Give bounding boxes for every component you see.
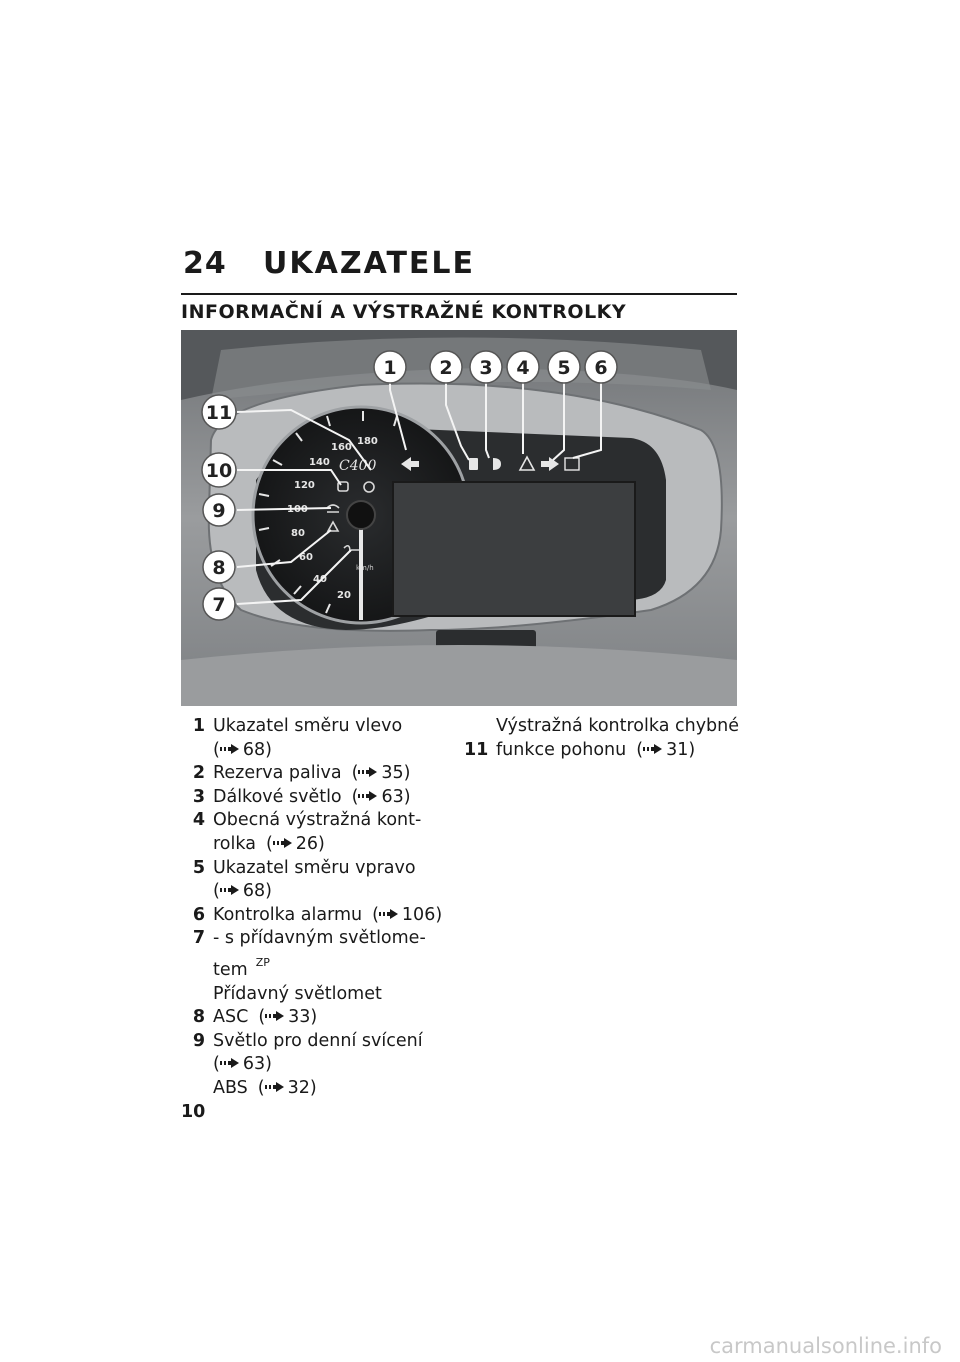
legend-item — [181, 1006, 451, 1030]
legend-item — [181, 715, 451, 762]
page-reference[interactable]: ( 68) — [213, 881, 272, 902]
page-ref-arrow-icon — [358, 789, 378, 803]
needle-hub — [347, 501, 375, 529]
callout-label: 6 — [594, 357, 608, 379]
legend-text-cont: tem — [213, 959, 248, 980]
legend-item — [464, 739, 744, 763]
tick-label: 120 — [294, 480, 315, 491]
page-reference[interactable]: ( 26) — [265, 833, 325, 854]
legend-text — [213, 1101, 451, 1125]
legend-number: 1 — [192, 716, 205, 736]
model-logo: C400 — [339, 458, 377, 474]
legend-text: Rezerva paliva — [213, 763, 342, 784]
legend-item — [181, 927, 451, 1006]
callout-label: 11 — [205, 402, 233, 424]
page-ref-number: 106) — [401, 904, 443, 925]
legend-text: Ukazatel směru vlevo — [213, 716, 403, 736]
option-superscript: ZP — [255, 955, 270, 969]
page-ref-number: 68) — [242, 881, 272, 902]
legend-text: Ukazatel směru vpravo — [213, 857, 416, 878]
callout-label: 1 — [383, 357, 397, 379]
header-rule — [181, 293, 737, 295]
legend-text-sub: Přídavný světlomet — [213, 983, 382, 1004]
page-ref-number: 35) — [381, 763, 411, 784]
callout-label: 10 — [205, 460, 233, 482]
tick-label: 80 — [291, 528, 305, 539]
legend-number: 11 — [464, 739, 489, 760]
callout-label: 9 — [212, 500, 226, 522]
page-ref-arrow-icon — [220, 742, 240, 756]
tick-label: 60 — [299, 552, 313, 563]
page-ref-arrow-icon — [265, 1080, 285, 1094]
page-ref-number: 63) — [242, 1054, 272, 1075]
legend-item — [181, 762, 451, 786]
page-number: 24 — [183, 246, 227, 281]
section-heading: INFORMAČNÍ A VÝSTRAŽNÉ KONTROLKY — [181, 301, 627, 323]
tick-label: 160 — [331, 442, 352, 453]
callout-label: 5 — [557, 357, 571, 379]
legend-item — [181, 1030, 451, 1077]
tick-label: 20 — [337, 590, 351, 601]
legend-item — [181, 1101, 451, 1125]
page-ref-arrow-icon — [273, 836, 293, 850]
legend-number: 8 — [192, 1007, 205, 1028]
legend-text: Kontrolka alarmu — [213, 904, 363, 925]
page-ref-number: 68) — [242, 739, 272, 760]
callout-label: 2 — [439, 357, 453, 379]
instrument-cluster-figure — [181, 330, 737, 706]
callout-label: 3 — [479, 357, 493, 379]
legend-number: 3 — [192, 786, 205, 807]
legend-number: 7 — [192, 928, 205, 949]
page-ref-number: 32) — [287, 1077, 317, 1098]
legend-text: Dálkové světlo — [213, 786, 342, 807]
legend-left — [181, 715, 451, 1124]
legend-item — [181, 1077, 451, 1101]
tick-label: 100 — [287, 504, 308, 515]
legend-text: Světlo pro denní svícení — [213, 1030, 423, 1051]
page-ref-number: 31) — [666, 739, 696, 760]
tft-display — [393, 482, 635, 616]
legend-text: Obecná výstražná kont- — [213, 810, 422, 831]
watermark: carmanualsonline.info — [709, 1334, 942, 1358]
chapter-title: UKAZATELE — [263, 246, 476, 281]
page-reference[interactable]: ( 106) — [372, 904, 443, 925]
legend-number: 2 — [192, 763, 205, 784]
legend-number: 4 — [192, 810, 205, 831]
callout-label: 8 — [212, 557, 226, 579]
page-reference[interactable]: ( 31) — [636, 739, 696, 760]
page-ref-arrow-icon — [643, 742, 663, 756]
page-reference[interactable]: ( 35) — [351, 763, 411, 784]
legend-text: - s přídavným světlome- — [213, 928, 426, 949]
legend-item — [181, 857, 451, 904]
legend-item — [464, 715, 744, 739]
page-reference[interactable]: ( 33) — [258, 1007, 318, 1028]
page-reference[interactable]: ( 68) — [213, 739, 272, 760]
callout-label: 7 — [212, 594, 226, 616]
legend-number — [464, 715, 496, 739]
legend-text: ASC — [213, 1007, 249, 1028]
legend-number: 9 — [192, 1030, 205, 1051]
legend-item — [181, 809, 451, 856]
legend-right — [464, 715, 744, 762]
legend-number: 10 — [181, 1101, 206, 1122]
legend-text: funkce pohonu — [496, 739, 627, 760]
page-ref-number: 63) — [381, 786, 411, 807]
page-ref-number: 26) — [295, 833, 325, 854]
tick-label: 180 — [357, 436, 378, 447]
legend-text: Výstražná kontrolka chybné — [496, 716, 740, 736]
page-ref-arrow-icon — [265, 1009, 285, 1023]
tick-label: 40 — [313, 574, 327, 585]
page-ref-number: 33) — [288, 1007, 318, 1028]
legend-number — [181, 1077, 213, 1101]
legend-text: ABS — [213, 1077, 248, 1098]
page-reference[interactable]: ( 63) — [213, 1054, 272, 1075]
page-ref-arrow-icon — [220, 883, 240, 897]
fuel-reserve-icon — [469, 458, 478, 470]
callout-label: 4 — [516, 357, 530, 379]
legend-item — [181, 904, 451, 928]
page-reference[interactable]: ( 63) — [351, 786, 411, 807]
tick-label: 140 — [309, 457, 330, 468]
legend-number: 5 — [192, 857, 205, 878]
page-reference[interactable]: ( 32) — [257, 1077, 317, 1098]
page-ref-arrow-icon — [358, 765, 378, 779]
page-ref-arrow-icon — [220, 1056, 240, 1070]
legend-text-cont: rolka — [213, 833, 256, 854]
page-ref-arrow-icon — [379, 907, 399, 921]
speed-unit: km/h — [356, 564, 374, 572]
legend-item — [181, 786, 451, 810]
legend-number: 6 — [192, 904, 205, 925]
